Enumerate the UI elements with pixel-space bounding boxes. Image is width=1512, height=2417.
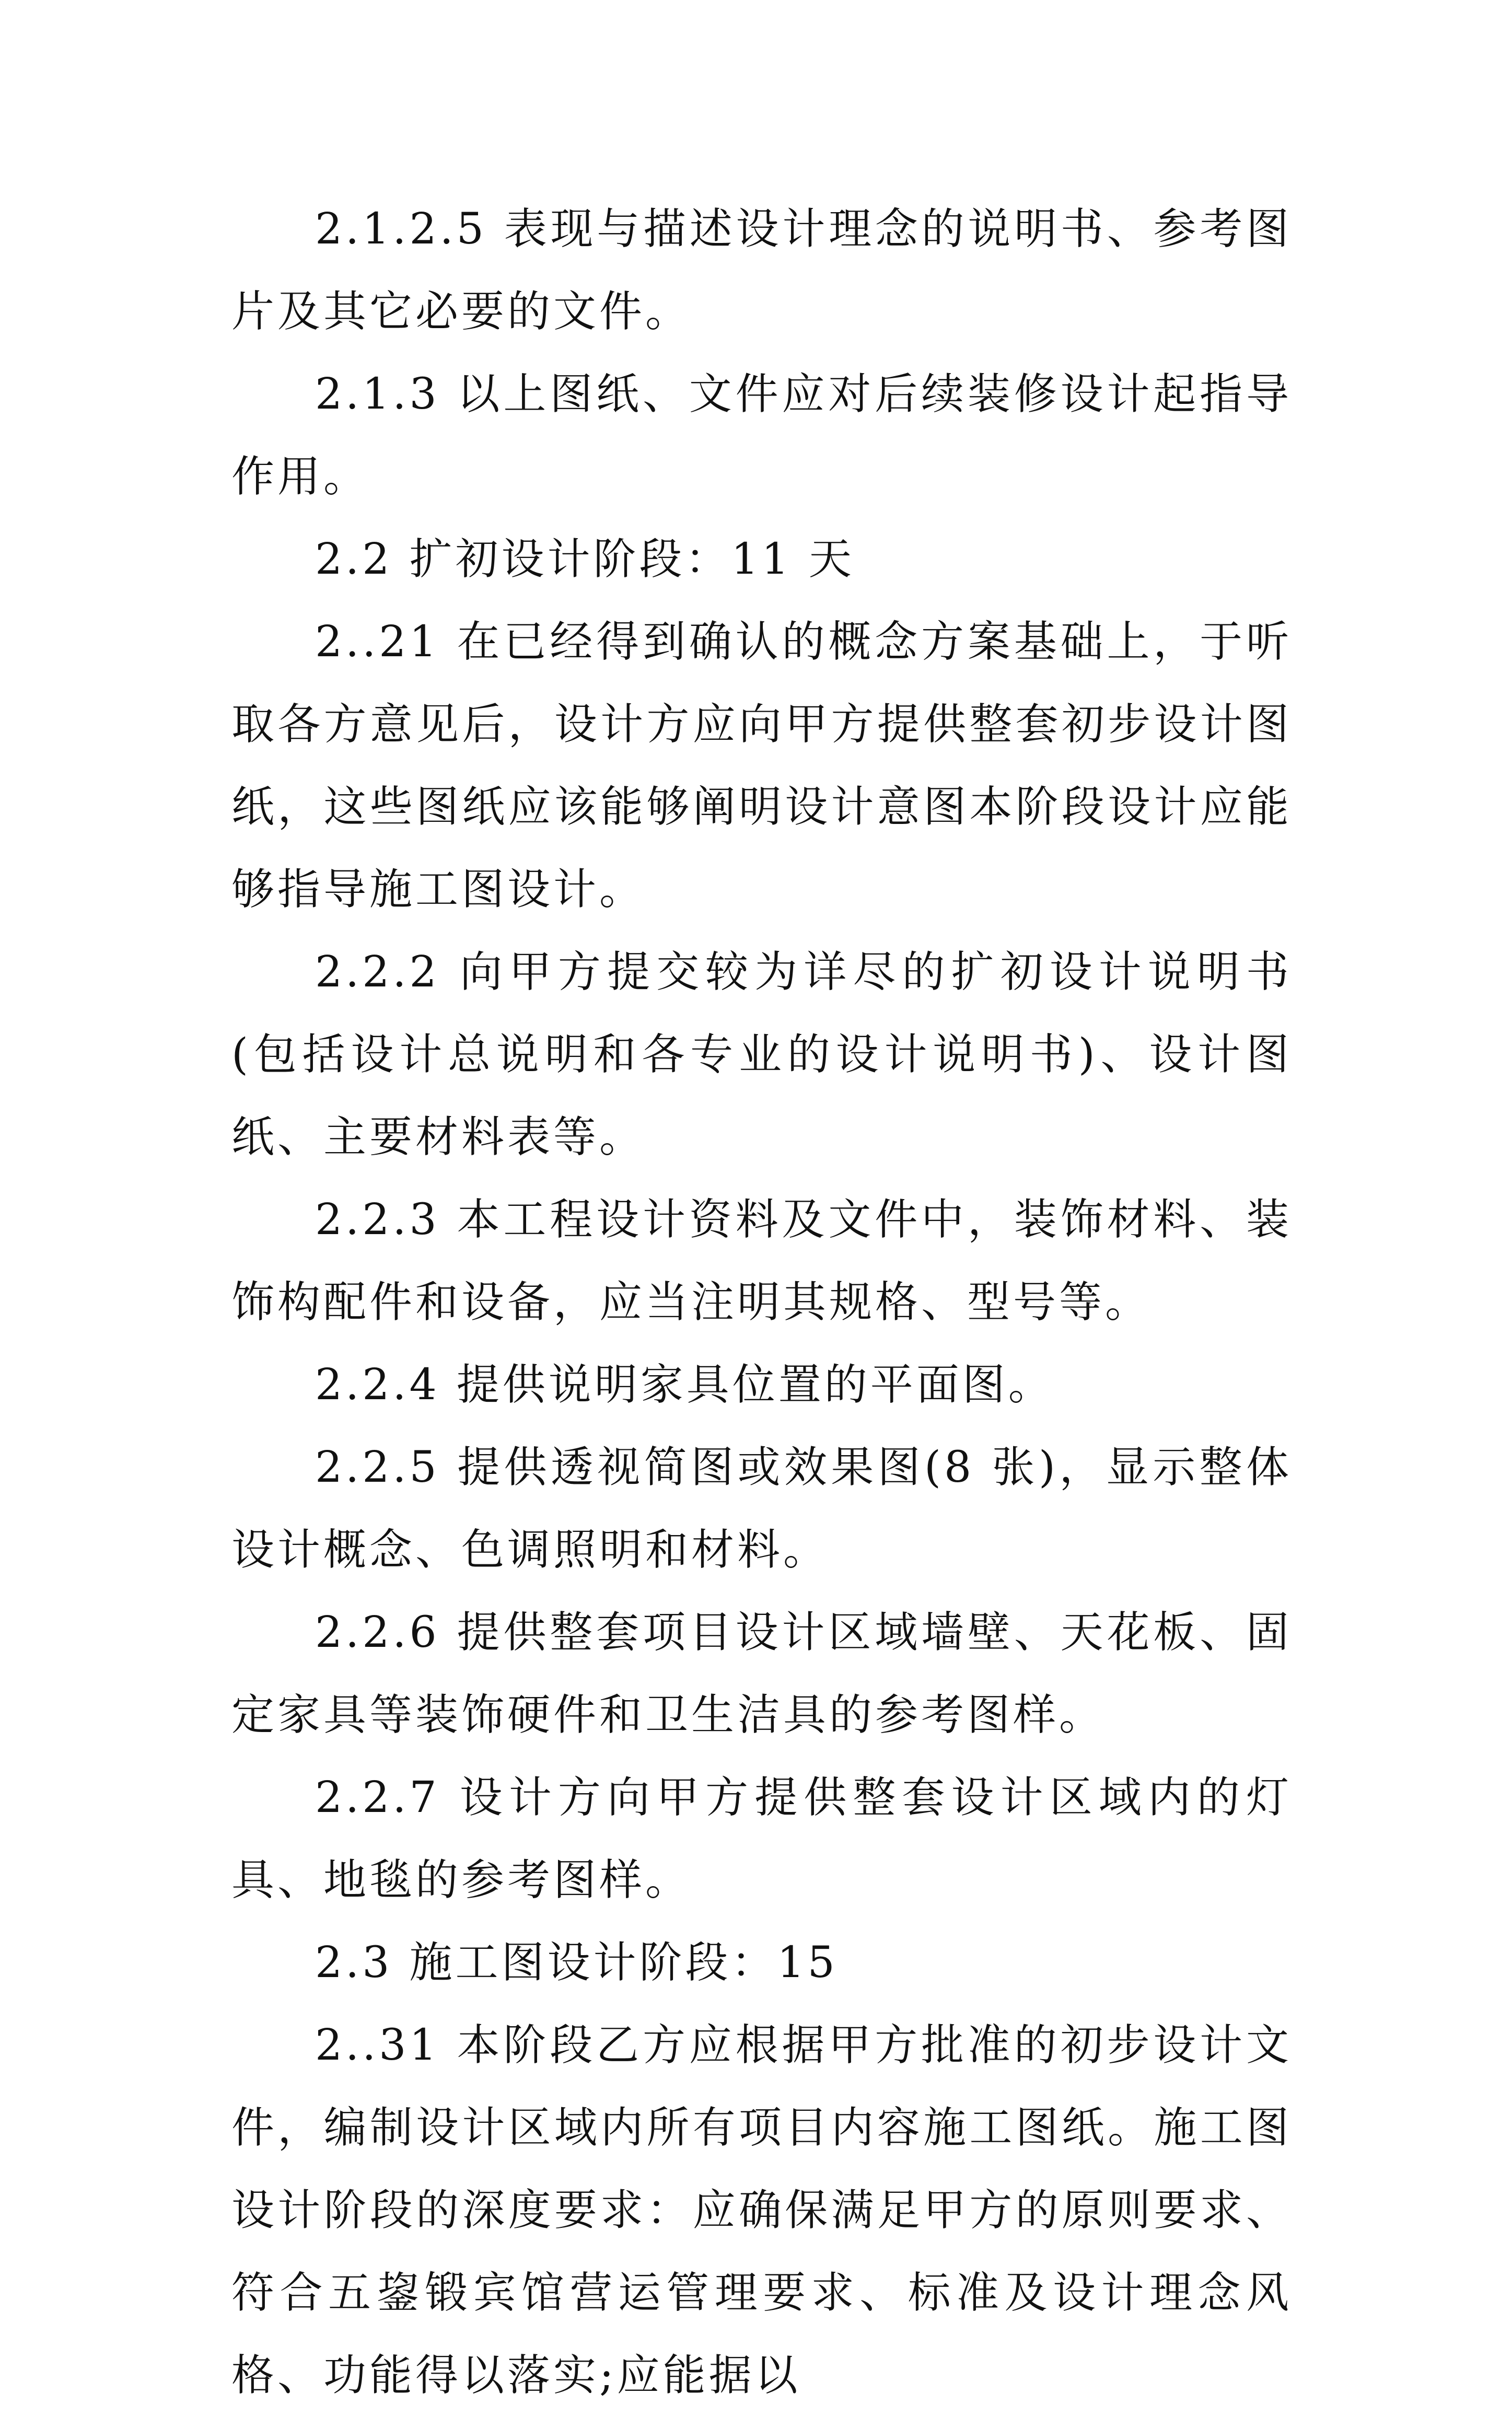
section-heading-2-2: 2.2 扩初设计阶段：11 天 <box>315 534 855 584</box>
paragraph-2-2-2: 2.2.2 向甲方提交较为详尽的扩初设计说明书(包括设计总说明和各专业的设计说明书)、设计图纸、主要材料表等。 <box>231 947 1292 1162</box>
paragraph-2-3-1: 2..31 本阶段乙方应根据甲方批准的初步设计文件，编制设计区域内所有项目内容施工图纸。施工图设计阶段的深度要求：应确保满足甲方的原则要求、符合五鋆锻宾馆营运管理要求、标准及设计理念风格、功能得以落实;应能据以 <box>231 2020 1292 2400</box>
paragraph-2-2-4: 2.2.4 提供说明家具位置的平面图。 <box>315 1360 1054 1410</box>
paragraph-2-1-3: 2.1.3 以上图纸、文件应对后续装修设计起指导作用。 <box>231 369 1292 502</box>
paragraph-2-2-6: 2.2.6 提供整套项目设计区域墙壁、天花板、固定家具等装饰硬件和卫生洁具的参考图样。 <box>231 1608 1292 1740</box>
paragraph-2-2-3: 2.2.3 本工程设计资料及文件中，装饰材料、装饰构配件和设备，应当注明其规格、型号等。 <box>231 1195 1292 1327</box>
section-heading-2-3: 2.3 施工图设计阶段：15 <box>315 1938 838 1988</box>
paragraph-2-2-1: 2..21 在已经得到确认的概念方案基础上，于听取各方意见后，设计方应向甲方提供整套初步设计图纸，这些图纸应该能够阐明设计意图本阶段设计应能够指导施工图设计。 <box>231 617 1292 914</box>
paragraph-2-1-2-5: 2.1.2.5 表现与描述设计理念的说明书、参考图片及其它必要的文件。 <box>231 204 1292 336</box>
paragraph-2-2-5: 2.2.5 提供透视简图或效果图(8 张)，显示整体设计概念、色调照明和材料。 <box>231 1443 1292 1575</box>
document-body <box>231 188 1292 2417</box>
paragraph-2-2-7: 2.2.7 设计方向甲方提供整套设计区域内的灯具、地毯的参考图样。 <box>231 1773 1292 1905</box>
